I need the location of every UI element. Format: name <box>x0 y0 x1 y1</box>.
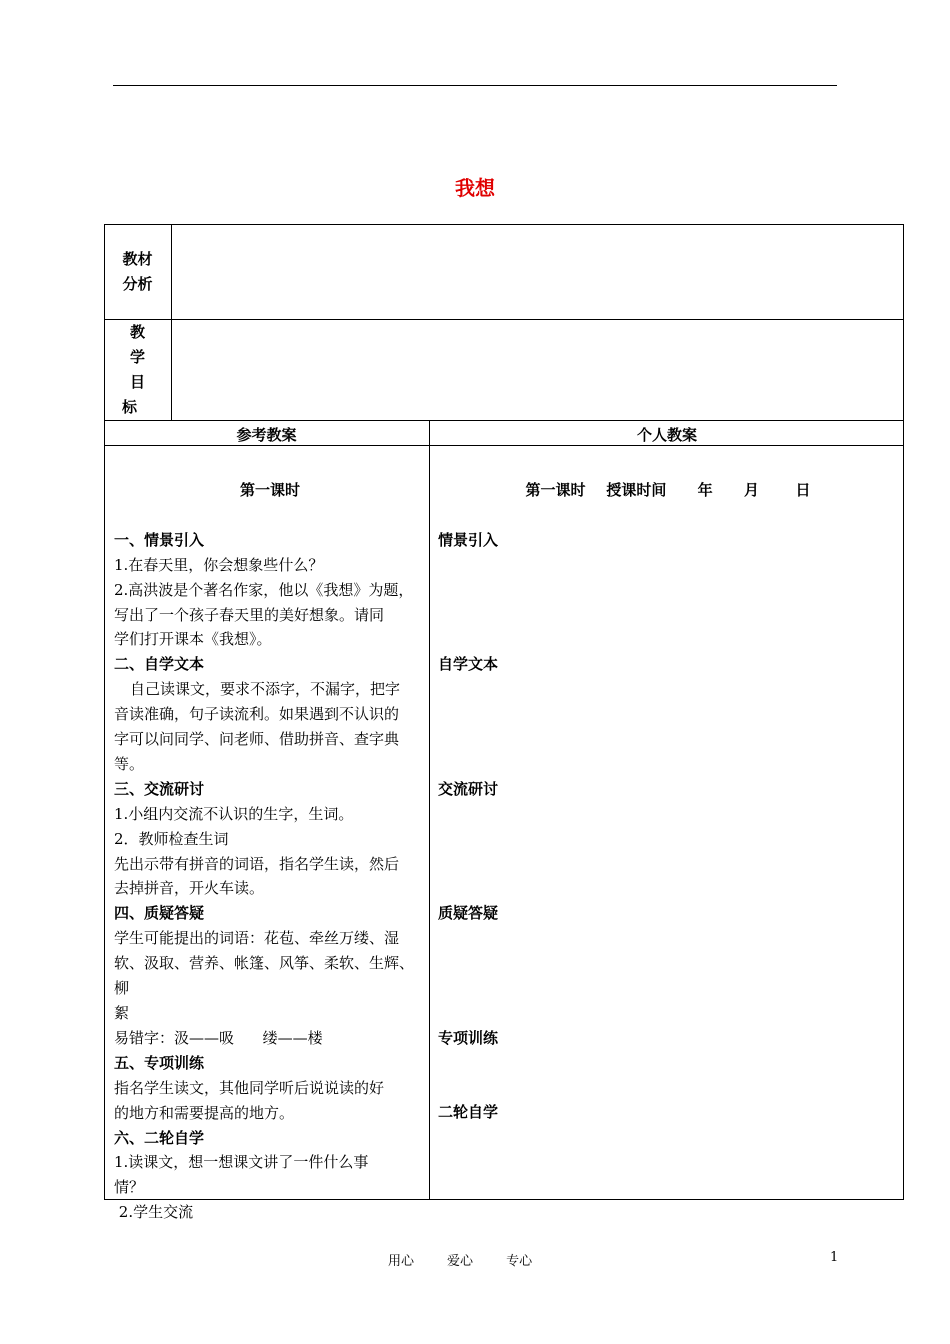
section-line: 先出示带有拼音的词语，指名学生读，然后 <box>114 854 400 873</box>
section-line: 絮 <box>114 1004 130 1023</box>
section-line: 自己读课文，要求不添字，不漏字，把字 <box>130 680 401 699</box>
section-heading: 二、自学文本 <box>114 655 205 674</box>
section-heading: 专项训练 <box>438 1028 499 1047</box>
section-line: 指名学生读文，其他同学听后说说读的好 <box>114 1078 385 1097</box>
section-line: 写出了一个孩子春天里的美好想象。请同 <box>114 605 385 624</box>
section-line: 音读准确，句子读流利。如果遇到不认识的 <box>114 705 400 724</box>
section-line: 2.高洪波是个著名作家，他以《我想》为题， <box>114 580 414 599</box>
section-heading: 自学文本 <box>438 655 499 674</box>
section-line: 字可以问同学、问老师、借助拼音、查字典 <box>114 730 400 749</box>
section-heading: 质疑答疑 <box>438 904 499 923</box>
table-divider <box>429 420 430 1200</box>
section-heading: 六、二轮自学 <box>114 1128 205 1147</box>
section-line: 1.在春天里，你会想象些什么？ <box>114 555 324 574</box>
section-line: 学生可能提出的词语：花苞、牵丝万缕、湿 <box>114 929 400 948</box>
section-heading: 五、专项训练 <box>114 1053 205 1072</box>
table-divider <box>104 319 904 320</box>
section-line: 2．教师检查生词 <box>114 829 229 848</box>
section-line: 学们打开课本《我想》。 <box>114 630 272 649</box>
section-heading: 情景引入 <box>438 530 499 549</box>
section-line: 软、汲取、营养、帐篷、风筝、柔软、生辉、柳 <box>114 954 415 998</box>
column-header-reference: 参考教案 <box>236 426 297 444</box>
table-divider <box>104 420 904 421</box>
section-line: 1.读课文，想一想课文讲了一件什么事 <box>114 1153 369 1172</box>
footer-slogan: 用心 爱心 专心 <box>388 1254 533 1269</box>
section-heading: 一、情景引入 <box>114 530 205 549</box>
lesson-heading: 第一课时 <box>239 481 300 499</box>
table-divider <box>171 224 172 420</box>
goals-label: 教 学 目 标 <box>122 323 145 416</box>
section-line: 的地方和需要提高的地方。 <box>114 1103 295 1122</box>
column-header-personal: 个人教案 <box>636 426 697 444</box>
header-rule <box>113 85 837 86</box>
table-divider <box>104 445 904 446</box>
section-line: 1.小组内交流不认识的生字，生词。 <box>114 804 354 823</box>
lesson-schedule-line: 第一课时 授课时间 年 月 日 <box>525 481 811 499</box>
personal-plan <box>438 478 898 1125</box>
section-heading: 四、质疑答疑 <box>114 904 205 923</box>
section-line: 2.学生交流 <box>114 1203 194 1222</box>
page-number: 1 <box>830 1250 839 1265</box>
section-heading: 二轮自学 <box>438 1103 499 1122</box>
reference-plan <box>114 478 426 1225</box>
analysis-label: 教材 分析 <box>122 250 153 293</box>
section-heading: 三、交流研讨 <box>114 779 205 798</box>
section-line: 情？ <box>114 1178 145 1197</box>
section-line: 等。 <box>114 754 145 773</box>
section-heading: 交流研讨 <box>438 779 499 798</box>
page-title: 我想 <box>455 176 495 200</box>
section-line: 去掉拼音，开火车读。 <box>114 879 265 898</box>
section-line: 易错字：汲——吸 缕——楼 <box>114 1028 323 1047</box>
